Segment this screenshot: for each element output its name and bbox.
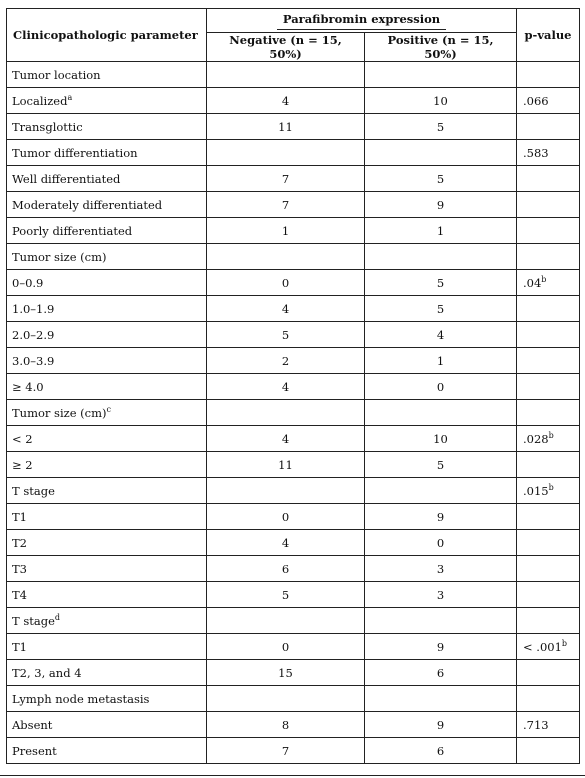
- cell-parameter: [7, 400, 207, 426]
- cell-positive-text: 5: [436, 119, 445, 134]
- cell-negative-text: 4: [281, 379, 290, 394]
- cell-parameter-text: 3.0–3.9: [12, 353, 55, 368]
- cell-pvalue: [517, 660, 580, 686]
- cell-positive: [365, 608, 517, 634]
- cell-parameter: [7, 218, 207, 244]
- cell-negative: [207, 374, 365, 400]
- cell-parameter-text: < 2: [12, 431, 33, 446]
- cell-pvalue: [517, 712, 580, 738]
- cell-parameter-text: 1.0–1.9: [12, 301, 55, 316]
- table-row: [7, 712, 580, 738]
- cell-parameter-text: Tumor differentiation: [12, 145, 138, 160]
- cell-positive: [365, 634, 517, 660]
- cell-pvalue: [517, 244, 580, 270]
- cell-parameter: [7, 712, 207, 738]
- cell-parameter-text: Lymph node metastasis: [12, 691, 150, 706]
- cell-pvalue-text: .015: [523, 483, 549, 498]
- footnote-marker: b: [548, 430, 554, 440]
- cell-negative: [207, 608, 365, 634]
- cell-positive: [365, 530, 517, 556]
- cell-positive-text: 9: [436, 197, 445, 212]
- cell-parameter-text: Tumor location: [12, 67, 101, 82]
- footnote-marker: b: [541, 274, 547, 284]
- footnote-marker: b: [561, 638, 568, 648]
- cell-positive: [365, 452, 517, 478]
- cell-negative-text: 7: [281, 171, 290, 186]
- cell-positive: [365, 140, 517, 166]
- footnote-marker: a: [67, 92, 73, 102]
- cell-negative: [207, 296, 365, 322]
- cell-negative: [207, 660, 365, 686]
- cell-parameter: [7, 166, 207, 192]
- cell-parameter-text: T2: [12, 535, 27, 550]
- cell-parameter-text: Tumor size (cm): [12, 249, 107, 264]
- cell-parameter: [7, 426, 207, 452]
- cell-negative-text: 0: [281, 509, 290, 524]
- cell-pvalue: [517, 478, 580, 504]
- table-row: [7, 530, 580, 556]
- cell-parameter: [7, 192, 207, 218]
- cell-parameter: [7, 348, 207, 374]
- cell-pvalue: [517, 348, 580, 374]
- cell-positive-text: 1: [436, 223, 445, 238]
- cell-pvalue: [517, 634, 580, 660]
- cell-negative-text: 7: [281, 197, 290, 212]
- cell-parameter-text: Absent: [12, 717, 53, 732]
- cell-parameter: [7, 88, 207, 114]
- cell-negative-text: 5: [281, 327, 290, 342]
- cell-negative: [207, 192, 365, 218]
- cell-pvalue: [517, 166, 580, 192]
- table-row: [7, 244, 580, 270]
- cell-parameter-text: T4: [12, 587, 27, 602]
- table-row: [7, 88, 580, 114]
- cell-negative: [207, 62, 365, 88]
- table-body: [7, 62, 580, 764]
- cell-positive: [365, 62, 517, 88]
- cell-negative: [207, 738, 365, 764]
- cell-positive: [365, 296, 517, 322]
- cell-negative: [207, 504, 365, 530]
- table-row: [7, 686, 580, 712]
- cell-parameter: [7, 322, 207, 348]
- cell-positive-text: 6: [436, 743, 445, 758]
- cell-parameter: [7, 660, 207, 686]
- cell-negative-text: 15: [278, 665, 293, 680]
- cell-parameter-text: T stage: [12, 613, 55, 628]
- cell-pvalue: [517, 192, 580, 218]
- cell-positive-text: 0: [436, 379, 445, 394]
- cell-parameter: [7, 244, 207, 270]
- header-parafibromin-group: [207, 9, 517, 33]
- table-row: [7, 634, 580, 660]
- cell-negative: [207, 712, 365, 738]
- footnote-marker: b: [548, 482, 554, 492]
- cell-negative: [207, 348, 365, 374]
- cell-pvalue: [517, 686, 580, 712]
- cell-positive-text: 9: [436, 639, 445, 654]
- cell-positive: [365, 504, 517, 530]
- cell-parameter: [7, 140, 207, 166]
- cell-positive: [365, 478, 517, 504]
- cell-positive: [365, 322, 517, 348]
- cell-positive: [365, 660, 517, 686]
- cell-negative-text: 1: [281, 223, 290, 238]
- cell-positive: [365, 114, 517, 140]
- cell-pvalue-text: .066: [523, 93, 549, 108]
- cell-parameter: [7, 556, 207, 582]
- cell-negative: [207, 530, 365, 556]
- cell-negative-text: 4: [281, 431, 290, 446]
- cell-positive-text: 1: [436, 353, 445, 368]
- table-row: [7, 608, 580, 634]
- cell-positive: [365, 582, 517, 608]
- cell-positive-text: 3: [436, 561, 445, 576]
- table-row: [7, 296, 580, 322]
- cell-parameter-text: Transglottic: [12, 119, 83, 134]
- cell-pvalue-text: .583: [523, 145, 549, 160]
- cell-pvalue: [517, 88, 580, 114]
- cell-pvalue-text: .713: [523, 717, 549, 732]
- table-row: [7, 218, 580, 244]
- cell-pvalue-text: .028: [523, 431, 549, 446]
- cell-parameter: [7, 114, 207, 140]
- cell-positive-text: 10: [433, 431, 448, 446]
- header-group-label: Parafibromin expression: [277, 12, 446, 30]
- cell-negative: [207, 426, 365, 452]
- table-row: [7, 166, 580, 192]
- table-row: [7, 738, 580, 764]
- cell-positive: [365, 738, 517, 764]
- table-row: [7, 452, 580, 478]
- cell-parameter: [7, 686, 207, 712]
- cell-positive: [365, 686, 517, 712]
- cell-pvalue: [517, 322, 580, 348]
- cell-negative-text: 11: [278, 119, 293, 134]
- cell-parameter-text: T1: [12, 509, 27, 524]
- cell-positive: [365, 426, 517, 452]
- cell-negative: [207, 400, 365, 426]
- cell-parameter: [7, 504, 207, 530]
- table-row: [7, 660, 580, 686]
- cell-pvalue-text: < .001: [523, 639, 562, 654]
- cell-pvalue: [517, 270, 580, 296]
- cell-negative: [207, 88, 365, 114]
- cell-negative-text: 0: [281, 275, 290, 290]
- cell-negative: [207, 634, 365, 660]
- cell-pvalue-text: .04: [523, 275, 542, 290]
- table-row: [7, 556, 580, 582]
- cell-positive: [365, 270, 517, 296]
- table-row: [7, 348, 580, 374]
- cell-negative-text: 4: [281, 301, 290, 316]
- cell-negative: [207, 166, 365, 192]
- cell-parameter: [7, 62, 207, 88]
- cell-parameter-text: Localized: [12, 93, 68, 108]
- cell-negative: [207, 452, 365, 478]
- cell-pvalue: [517, 504, 580, 530]
- cell-negative: [207, 270, 365, 296]
- cell-positive-text: 6: [436, 665, 445, 680]
- cell-positive-text: 5: [436, 457, 445, 472]
- header-positive: Positive (n = 15, 50%): [365, 33, 517, 62]
- cell-negative: [207, 556, 365, 582]
- cell-negative-text: 5: [281, 587, 290, 602]
- cell-pvalue: [517, 218, 580, 244]
- cell-pvalue: [517, 62, 580, 88]
- bottom-rule: [0, 775, 585, 776]
- cell-positive-text: 5: [436, 275, 445, 290]
- cell-positive: [365, 712, 517, 738]
- cell-parameter: [7, 296, 207, 322]
- cell-parameter: [7, 582, 207, 608]
- table-row: [7, 374, 580, 400]
- cell-pvalue: [517, 296, 580, 322]
- cell-negative-text: 4: [281, 535, 290, 550]
- cell-parameter-text: ≥ 2: [12, 457, 33, 472]
- cell-positive-text: 5: [436, 171, 445, 186]
- cell-parameter-text: T3: [12, 561, 27, 576]
- table-row: [7, 62, 580, 88]
- cell-positive-text: 3: [436, 587, 445, 602]
- table-row: [7, 504, 580, 530]
- cell-positive: [365, 400, 517, 426]
- cell-pvalue: [517, 400, 580, 426]
- table-row: [7, 140, 580, 166]
- cell-parameter-text: Poorly differentiated: [12, 223, 133, 238]
- cell-parameter-text: Moderately differentiated: [12, 197, 163, 212]
- cell-negative: [207, 582, 365, 608]
- cell-positive: [365, 244, 517, 270]
- cell-pvalue: [517, 140, 580, 166]
- cell-parameter-text: ≥ 4.0: [12, 379, 44, 394]
- cell-negative-text: 4: [281, 93, 290, 108]
- cell-parameter: [7, 270, 207, 296]
- cell-pvalue: [517, 452, 580, 478]
- cell-pvalue: [517, 530, 580, 556]
- cell-parameter: [7, 452, 207, 478]
- cell-positive-text: 4: [436, 327, 445, 342]
- cell-parameter-text: T stage: [12, 483, 55, 498]
- cell-negative: [207, 244, 365, 270]
- cell-positive-text: 5: [436, 301, 445, 316]
- cell-parameter-text: Present: [12, 743, 57, 758]
- cell-positive-text: 10: [433, 93, 448, 108]
- cell-parameter: [7, 478, 207, 504]
- cell-parameter: [7, 634, 207, 660]
- cell-negative: [207, 686, 365, 712]
- table-row: [7, 322, 580, 348]
- cell-negative: [207, 114, 365, 140]
- cell-parameter-text: 2.0–2.9: [12, 327, 55, 342]
- cell-positive: [365, 192, 517, 218]
- table-row: [7, 426, 580, 452]
- cell-positive-text: 0: [436, 535, 445, 550]
- table-row: [7, 582, 580, 608]
- footnote-marker: d: [54, 612, 60, 622]
- cell-negative-text: 6: [281, 561, 290, 576]
- cell-positive: [365, 218, 517, 244]
- cell-parameter-text: Well differentiated: [12, 171, 121, 186]
- cell-parameter: [7, 608, 207, 634]
- cell-pvalue: [517, 426, 580, 452]
- cell-pvalue: [517, 608, 580, 634]
- cell-positive: [365, 166, 517, 192]
- footnote-marker: c: [106, 404, 111, 414]
- cell-positive: [365, 556, 517, 582]
- cell-parameter: [7, 374, 207, 400]
- cell-negative-text: 2: [281, 353, 290, 368]
- cell-negative: [207, 140, 365, 166]
- cell-parameter-text: T2, 3, and 4: [12, 665, 82, 680]
- cell-parameter: [7, 738, 207, 764]
- cell-pvalue: [517, 582, 580, 608]
- table-row: [7, 400, 580, 426]
- table-row: [7, 192, 580, 218]
- cell-negative: [207, 322, 365, 348]
- cell-parameter-text: T1: [12, 639, 27, 654]
- table-header: [7, 9, 580, 62]
- table-row: [7, 114, 580, 140]
- cell-negative-text: 8: [281, 717, 290, 732]
- cell-pvalue: [517, 374, 580, 400]
- header-param: Clinicopathologic parameter: [7, 9, 207, 62]
- table-row: [7, 478, 580, 504]
- cell-parameter-text: Tumor size (cm): [12, 405, 107, 420]
- cell-positive-text: 9: [436, 717, 445, 732]
- cell-pvalue: [517, 114, 580, 140]
- cell-positive-text: 9: [436, 509, 445, 524]
- clinicopathologic-table: [6, 8, 580, 764]
- header-negative: Negative (n = 15, 50%): [207, 33, 365, 62]
- cell-positive: [365, 374, 517, 400]
- cell-positive: [365, 88, 517, 114]
- cell-negative-text: 7: [281, 743, 290, 758]
- cell-pvalue: [517, 738, 580, 764]
- cell-pvalue: [517, 556, 580, 582]
- cell-negative-text: 0: [281, 639, 290, 654]
- cell-parameter: [7, 530, 207, 556]
- table-row: [7, 270, 580, 296]
- cell-negative: [207, 478, 365, 504]
- header-pvalue: p-value: [517, 9, 580, 62]
- cell-parameter-text: 0–0.9: [12, 275, 44, 290]
- cell-negative: [207, 218, 365, 244]
- cell-negative-text: 11: [278, 457, 293, 472]
- cell-positive: [365, 348, 517, 374]
